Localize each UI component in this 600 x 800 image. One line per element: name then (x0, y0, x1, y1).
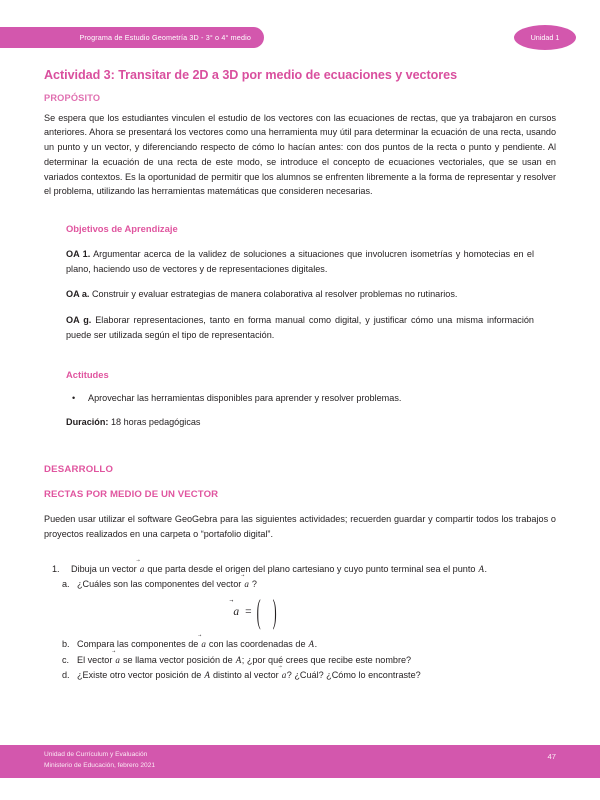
subquestion-text (77, 577, 556, 592)
vector-variable-a: a (281, 670, 287, 681)
subquestion-text-fragment: . (314, 638, 318, 649)
equation-variable: a (233, 606, 240, 619)
proposito-paragraph: Se espera que los estudiantes vinculen el estudio de los vectores con las ecuaciones de rectas, que ya trabajaron en cursos anteriores. Ahora se presentará los vectores como una herramienta muy útil para determinar la ecuación de una recta, usando un punto y un vector, y diferenciando respecto de cómo lo hacían antes: con dos puntos de la recta o punto y pendiente. Al determinar la ecuación de una recta de este modo, se introduce el concepto de ecuaciones vectoriales, que se usan en variados contextos. Es la oportunidad de permitir que los alumnos se enfrenten libremente a la forma de representar y resolver el problema, utilizando las herramientas matemáticas que consideren necesarias. (44, 112, 556, 197)
objetivo-item (66, 313, 534, 342)
subquestion-text (77, 668, 556, 683)
subquestion-letter: c. (62, 654, 70, 665)
point-variable-a: A (235, 654, 242, 665)
question-text-fragment: Dibuja un vector (71, 563, 140, 574)
page-header (0, 0, 600, 58)
subquestion-letter: d. (62, 670, 70, 681)
page-title: Actividad 3: Transitar de 2D a 3D por medio de ecuaciones y vectores (44, 68, 458, 82)
subquestion-text-fragment: distinto al vector (210, 670, 282, 681)
actitud-text: Aprovechar las herramientas disponibles para aprender y resolver problemas. (88, 392, 402, 403)
actitud-list-item (66, 391, 534, 406)
subquestion-text-fragment: El vector (77, 654, 115, 665)
desarrollo-heading: DESARROLLO (44, 464, 114, 476)
subquestion-item (44, 653, 556, 668)
duracion-label: Duración: (66, 417, 109, 428)
objetivos-block (44, 223, 534, 430)
vector-variable-a: a (139, 563, 145, 574)
objetivo-code: OA g. (66, 315, 92, 326)
objetivo-code: OA 1. (66, 249, 91, 260)
objetivo-text: Argumentar acerca de la validez de soluciones a situaciones que involucren isometrías y homotecias en el plano, haciendo uso de vectores y de representaciones digitales. (66, 249, 534, 274)
objetivo-code: OA a. (66, 289, 90, 300)
question-text-fragment: . (484, 563, 488, 574)
equation-close-paren: ) (272, 590, 277, 631)
subquestion-text-fragment: ? ¿Cuál? ¿Cómo lo encontraste? (286, 670, 421, 681)
subquestion-text-fragment: ? (249, 579, 257, 590)
page-number: 47 (547, 752, 556, 761)
unit-badge-label: Unidad 1 (530, 33, 560, 42)
objetivo-item (66, 247, 534, 276)
page-content (44, 68, 556, 683)
question-number: 1. (52, 563, 60, 574)
footer-line-1: Unidad de Currículum y Evaluación (44, 751, 148, 758)
subquestion-text-fragment: se llama vector posición de (120, 654, 236, 665)
equation-open-paren: ( (256, 590, 261, 631)
footer-line-2: Ministerio de Educación, febrero 2021 (44, 761, 156, 769)
questions-block (44, 562, 556, 683)
desarrollo-block (44, 464, 556, 541)
vector-variable-a: a (244, 579, 249, 590)
objetivo-text: Construir y evaluar estrategias de manera colaborativa al resolver problemas no rutinarios. (89, 289, 458, 300)
point-variable-a: A (478, 563, 485, 574)
subquestion-item (44, 577, 556, 592)
question-item (44, 562, 556, 577)
question-text (71, 562, 556, 577)
unit-badge (514, 25, 576, 50)
proposito-heading: PROPÓSITO (44, 92, 101, 103)
bullet-icon: • (72, 392, 76, 403)
objetivo-text: Elaborar representaciones, tanto en forma manual como digital, y justificar cómo una misma información puede ser utilizada según el tipo de representación. (66, 315, 534, 340)
header-program-tab (0, 27, 264, 48)
subquestion-letter: a. (62, 579, 70, 590)
subquestion-text-fragment: ; ¿por qué crees que recibe este nombre? (241, 654, 412, 665)
subquestion-text (77, 653, 556, 668)
subquestion-text-fragment: ¿Cuáles son las componentes del vector (77, 579, 244, 590)
vector-equation (44, 590, 556, 631)
vector-variable-a: a (201, 638, 206, 649)
subquestion-item (44, 668, 556, 683)
point-variable-a: A (204, 670, 210, 681)
vector-variable-a: a (115, 654, 120, 665)
actitudes-heading: Actitudes (66, 368, 109, 380)
subquestion-text-fragment: Compara las componentes de (77, 638, 201, 649)
equation-equals-sign: = (245, 606, 252, 619)
question-text-fragment: que parta desde el origen del plano cartesiano y cuyo punto terminal sea el punto (144, 563, 478, 574)
objetivos-heading: Objetivos de Aprendizaje (66, 223, 178, 235)
duracion-value: 18 horas pedagógicas (108, 417, 201, 428)
objetivo-item (66, 287, 534, 302)
duracion-row (66, 415, 534, 430)
subquestion-text-fragment: ¿Existe otro vector posición de (77, 670, 204, 681)
page-footer (0, 745, 600, 778)
desarrollo-intro-paragraph: Pueden usar utilizar el software GeoGebra para las siguientes actividades; recuerden guardar y compartir todos los trabajos o proyectos realizados en una carpeta o “portafolio digital”. (44, 514, 556, 539)
subquestion-text-fragment: con las coordenadas de (206, 638, 309, 649)
point-variable-a: A (308, 638, 315, 649)
subquestion-text (77, 637, 556, 652)
subquestion-letter: b. (62, 638, 70, 649)
rectas-heading: RECTAS POR MEDIO DE UN VECTOR (44, 489, 219, 501)
subquestion-item (44, 637, 556, 652)
header-program-label: Programa de Estudio Geometría 3D - 3° o 4° medio (79, 33, 251, 42)
footer-institution (44, 750, 155, 771)
